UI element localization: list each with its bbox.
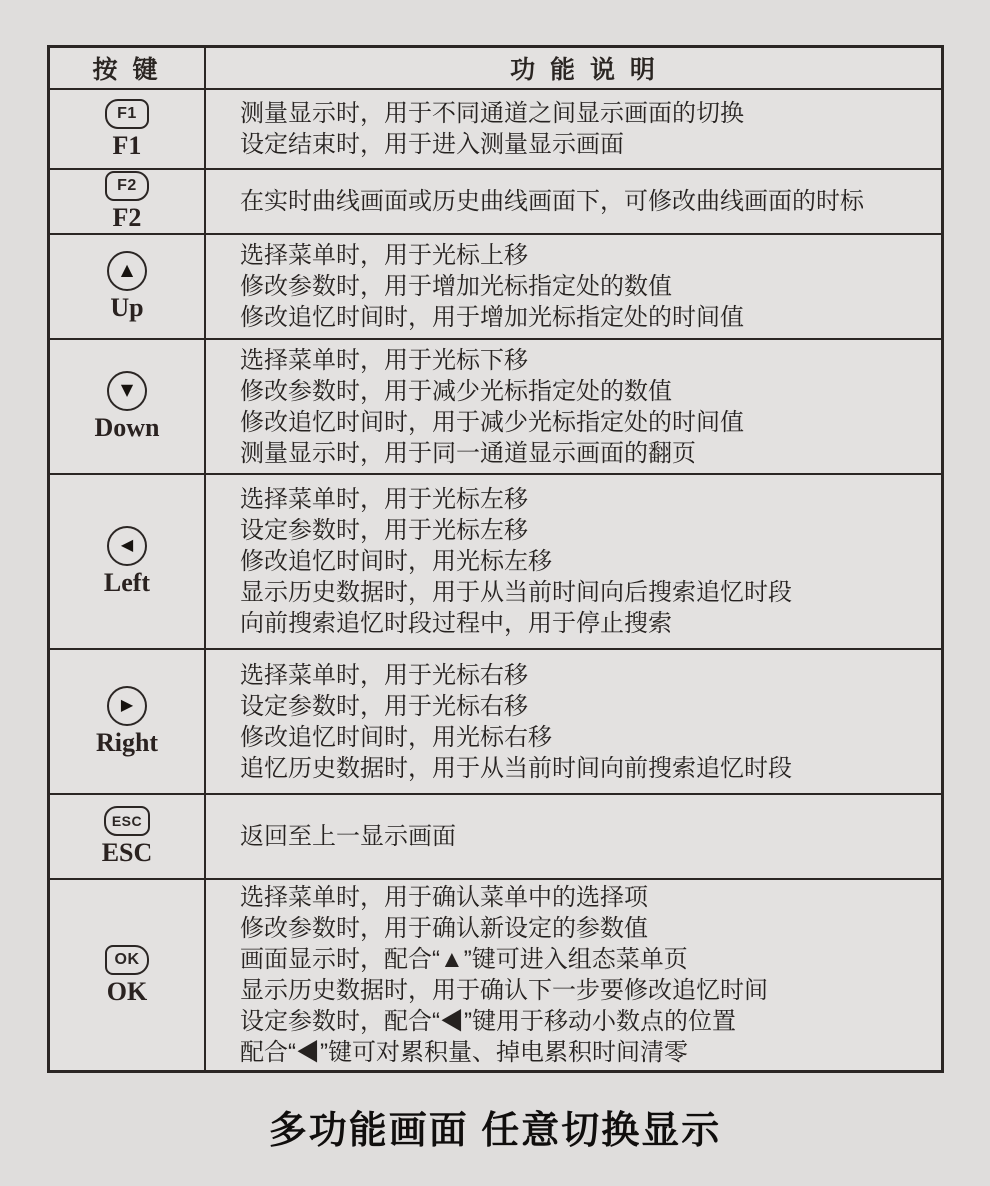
desc-line: 修改参数时，用于确认新设定的参数值	[240, 915, 648, 942]
esc-key-label: ESC	[101, 838, 153, 867]
f2-key-label: F2	[112, 203, 142, 232]
desc-line: 画面显示时，配合“▲”键可进入组态菜单页	[240, 946, 688, 973]
esc-desc-cell	[206, 795, 941, 878]
f1-key-label: F1	[112, 130, 142, 160]
up-key-cell	[50, 235, 206, 338]
right-desc-cell	[206, 650, 941, 793]
right-key-cell	[50, 650, 206, 793]
desc-line: 选择菜单时，用于光标上移	[240, 242, 528, 269]
desc-line: 修改追忆时间时，用于增加光标指定处的时间值	[240, 304, 744, 331]
desc-line: 修改参数时，用于增加光标指定处的数值	[240, 273, 672, 300]
footer-heading: 多功能画面 任意切换显示	[268, 1110, 722, 1152]
desc-line: 设定参数时，用于光标右移	[240, 692, 528, 720]
table-row-f1	[50, 88, 941, 168]
right-key-label: Right	[95, 728, 159, 757]
up-arrow-icon	[107, 251, 147, 291]
desc-line: 返回至上一显示画面	[240, 823, 456, 850]
down-key-cell	[50, 340, 206, 473]
table-row-f2	[50, 168, 941, 233]
desc-line: 测量显示时，用于不同通道之间显示画面的切换	[240, 100, 744, 127]
table-row-left	[50, 473, 941, 648]
desc-line: 选择菜单时，用于光标右移	[240, 661, 528, 689]
f2-desc-cell	[206, 170, 941, 233]
down-desc-cell	[206, 340, 941, 473]
desc-line: 设定结束时，用于进入测量显示画面	[240, 131, 624, 158]
table-row-esc	[50, 793, 941, 878]
left-key-label: Left	[103, 568, 151, 597]
down-triangle-glyph: ▼	[120, 380, 134, 399]
table-header-row	[50, 48, 941, 88]
right-triangle-glyph: ▶	[120, 695, 134, 714]
ok-keycap-text: OK	[114, 950, 140, 968]
table-row-ok	[50, 878, 941, 1070]
right-arrow-icon	[107, 686, 147, 726]
desc-line: 向前搜索追忆时段过程中，用于停止搜索	[240, 610, 672, 637]
desc-line: 设定参数时，配合“◀”键用于移动小数点的位置	[240, 1008, 736, 1035]
desc-line: 配合“◀”键可对累积量、掉电累积时间清零	[240, 1039, 688, 1066]
desc-line: 选择菜单时，用于光标左移	[240, 486, 528, 513]
desc-line: 选择菜单时，用于光标下移	[240, 346, 528, 374]
header-key-column: 按 键	[50, 48, 206, 88]
ok-keycap-icon	[105, 945, 149, 975]
up-desc-cell	[206, 235, 941, 338]
desc-line: 显示历史数据时，用于从当前时间向后搜索追忆时段	[240, 579, 792, 606]
esc-keycap-text: ESC	[111, 813, 143, 829]
down-arrow-icon	[107, 371, 147, 411]
up-key-label: Up	[110, 293, 144, 322]
ok-key-label: OK	[106, 976, 148, 1006]
ok-desc-cell	[206, 880, 941, 1070]
f2-key-cell	[50, 170, 206, 233]
desc-line: 修改追忆时间时，用光标右移	[240, 723, 552, 751]
table-row-right	[50, 648, 941, 793]
desc-line: 修改参数时，用于减少光标指定处的数值	[240, 377, 672, 405]
left-triangle-glyph: ◀	[120, 535, 134, 554]
left-key-cell	[50, 475, 206, 648]
f1-keycap-icon	[105, 99, 149, 129]
header-desc-column: 功 能 说 明	[510, 56, 659, 84]
ok-key-cell	[50, 880, 206, 1070]
desc-line: 在实时曲线画面或历史曲线画面下，可修改曲线画面的时标	[240, 188, 864, 215]
desc-line: 追忆历史数据时，用于从当前时间向前搜索追忆时段	[240, 754, 792, 782]
desc-line: 修改追忆时间时，用光标左移	[240, 548, 552, 575]
desc-line: 选择菜单时，用于确认菜单中的选择项	[240, 884, 648, 911]
desc-line: 修改追忆时间时，用于减少光标指定处的时间值	[240, 408, 744, 436]
table-row-up	[50, 233, 941, 338]
esc-keycap-icon	[104, 806, 150, 836]
esc-key-cell	[50, 795, 206, 878]
desc-line: 显示历史数据时，用于确认下一步要修改追忆时间	[240, 977, 768, 1004]
desc-line: 测量显示时，用于同一通道显示画面的翻页	[240, 439, 696, 467]
f2-keycap-text: F2	[117, 177, 137, 194]
f1-key-cell	[50, 90, 206, 168]
left-arrow-icon	[107, 526, 147, 566]
f2-keycap-icon	[105, 171, 149, 201]
f1-keycap-text: F1	[117, 104, 137, 122]
down-key-label: Down	[94, 413, 160, 442]
left-desc-cell	[206, 475, 941, 648]
desc-line: 设定参数时，用于光标左移	[240, 517, 528, 544]
f1-desc-cell	[206, 90, 941, 168]
key-function-table	[47, 45, 944, 1073]
up-triangle-glyph: ▲	[120, 260, 134, 279]
table-row-down	[50, 338, 941, 473]
